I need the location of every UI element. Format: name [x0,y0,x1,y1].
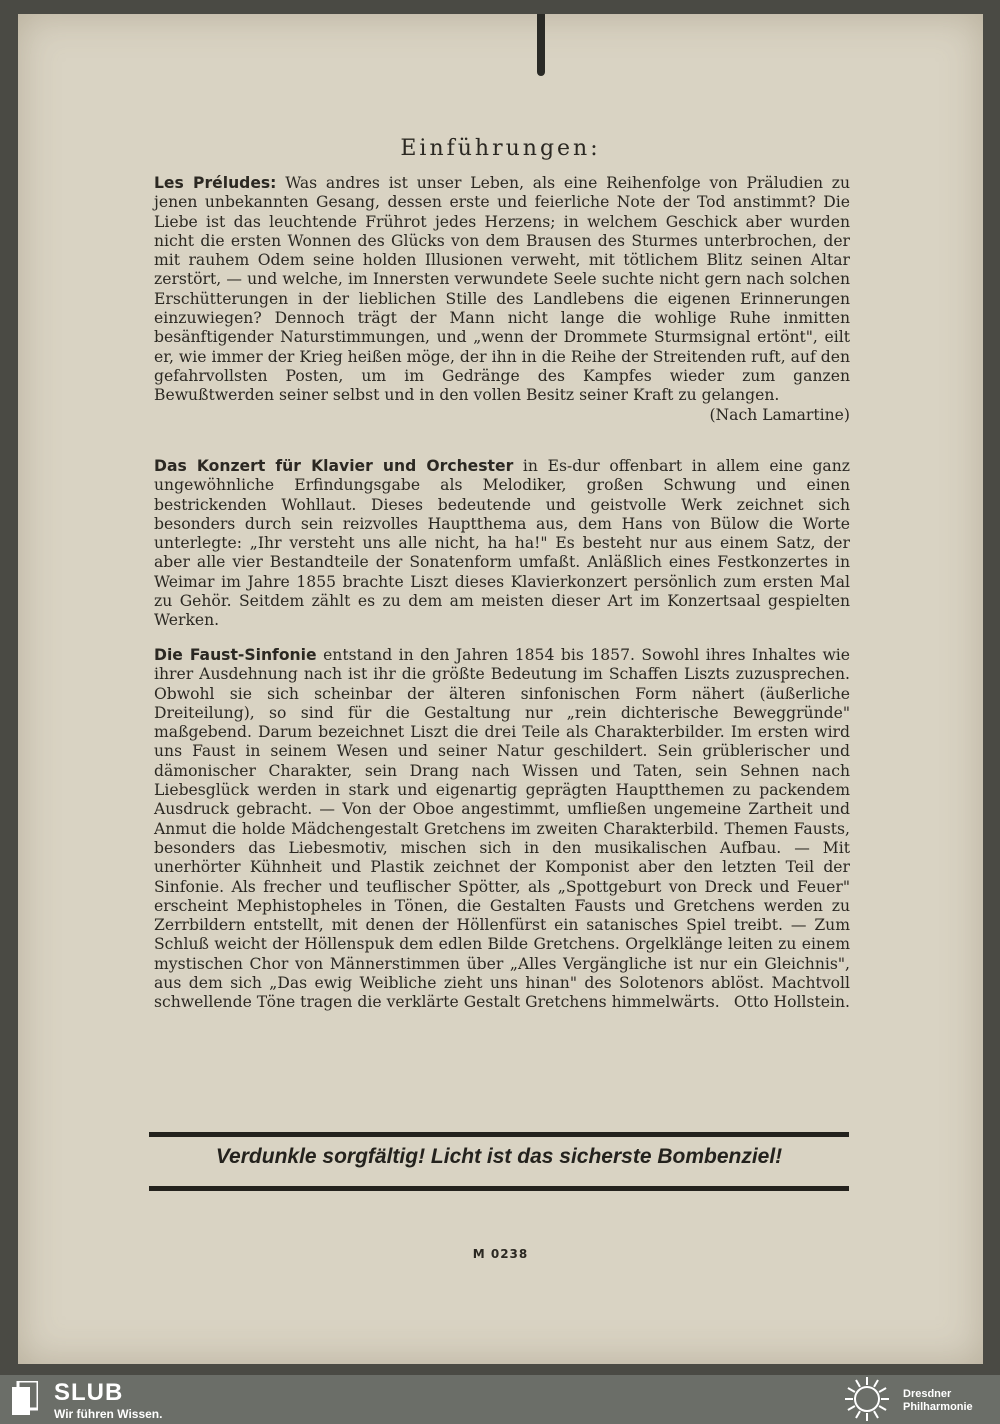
partner-name[interactable] [903,1388,973,1414]
divider-bottom [149,1186,849,1191]
section-body: in Es-dur offenbart in allem eine ganz ungewöhnliche Erfindungsgabe als Melodiker, großen Schwung und einen bestrickenden Wohllaut. Dieses bedeutende und geistvolle Werk zeichnet sich besonders durch sein reizvolles Hauptthema aus, dem Hans von Bülow die Worte unterlegte: „Ihr versteht uns alle nicht, ha ha!" Es besteht nur aus einem Satz, der aber alle vier Bestandteile der Sonatenform umfaßt. Anläßlich eines Festkonzertes in Weimar im Jahre 1855 brachte Liszt dieses Klavierkonzert persönlich zum ersten Mal zu Gehör. Seitdem zählt es zu dem am meisten dieser Art im Konzertsaal gespielten Werken. [154,457,850,630]
library-name[interactable]: SLUB [54,1379,124,1406]
slub-logo-icon[interactable] [12,1381,38,1415]
document-page [18,14,983,1364]
author-signature: Otto Hollstein. [733,993,850,1012]
print-code: M 0238 [472,1247,529,1261]
section-les-preludes [154,174,850,425]
section-lead: Les Préludes: [154,174,277,192]
section-body: Was andres ist unser Leben, als eine Reihenfolge von Präludien zu jenen unbekannten Gesang, dessen erste und feierliche Note der Tod anstimmt? Die Liebe ist das leuchtende Frührot jedes Herzens; in welchem Geschick aber wurden nicht die ersten Wonnen des Glücks von dem Brausen des Sturmes unterbrochen, der mit rauhem Odem seine holden Illusionen verweht, mit tötlichem Blitz seinen Altar zerstört, — und welche, im Innersten verwundete Seele suchte nicht gern nach solchen Erschütterungen in der lieblichen Stille des Landlebens die eigenen Erinnerungen einzuwiegen? Dennoch trägt der Mann nicht lange die wohlige Ruhe inmitten besänftigender Naturstimmungen, und „wenn der Drommete Sturmsignal ertönt", eilt er, wie immer der Krieg heißen möge, der ihn in die Reihe der Streitenden ruft, auf den gefahrvollsten Posten, um im Gedränge des Kampfes wieder zum ganzen Bewußtwerden seiner selbst und in den vollen Besitz seiner Kraft zu gelangen. [154,174,851,405]
section-klavierkonzert [154,457,850,631]
section-attribution: (Nach Lamartine) [709,405,850,424]
blackout-slogan: Verdunkle sorgfältig! Licht ist das sicherste Bombenziel! [215,1145,783,1168]
partner-line-1: Dresdner [903,1388,952,1400]
section-faust-sinfonie [154,646,850,1013]
page-heading: Einführungen: [400,136,601,161]
section-lead: Die Faust-Sinfonie [154,646,317,664]
divider-top [149,1132,849,1137]
paper-tear [537,14,545,76]
section-body: entstand in den Jahren 1854 bis 1857. Sowohl ihres Inhaltes wie ihrer Ausdehnung nach ist ihr die größte Bedeutung im Schaffen Liszts zuzusprechen. Obwohl sie sich scheinbar der älteren sinfonischen Form nähert (äußerliche Dreiteilung), so sind für die Gestaltung nur „rein dichterische Beweggründe" maßgebend. Darum bezeichnet Liszt die drei Teile als Charakterbilder. Im ersten wird uns Faust in seinem Wesen und seiner Natur geschildert. Sein grüblerischer und dämonischer Charakter, sein Drang nach Wissen und Taten, sein Sehnen nach Liebesglück werden in stark und eigenartig geprägten Hauptthemen zu packendem Ausdruck gebracht. — Von der Oboe angestimmt, umfließen ungemeine Zartheit und Anmut die holde Mädchengestalt Gretchens im zweiten Charakterbild. Themen Fausts, besonders das Liebesmotiv, mischen sich in den musikalischen Aufbau. — Mit unerhörter Kühnheit und Plastik zeichnet der Komponist aber den letzten Teil der Sinfonie. Als frecher und teuflischer Spötter, als „Spottgeburt von Dreck und Feuer" erscheint Mephistopheles in Tönen, die Gestalten Fausts und Gretchens werden zu Zerrbildern entstellt, mit denen der Höllenfürst ein satanisches Spiel treibt. — Zum Schluß weicht der Höllenspuk dem edlen Bilde Gretchens. Orgelklänge leiten zu einem mystischen Chor von Männerstimmen über „Alles Vergängliche ist nur ein Gleichnis", aus dem sich „Das ewig Weibliche zieht uns hinan" des Solotenors ablöst. Machtvoll schwellende Töne tragen die verklärte Gestalt Gretchens himmelwärts. [154,646,851,1012]
footer-bar [0,1375,1000,1424]
section-lead: Das Konzert für Klavier und Orchester [154,457,514,475]
partner-line-2: Philharmonie [903,1401,973,1413]
library-tagline: Wir führen Wissen. [54,1407,163,1421]
philharmonie-logo-icon[interactable] [842,1375,892,1424]
